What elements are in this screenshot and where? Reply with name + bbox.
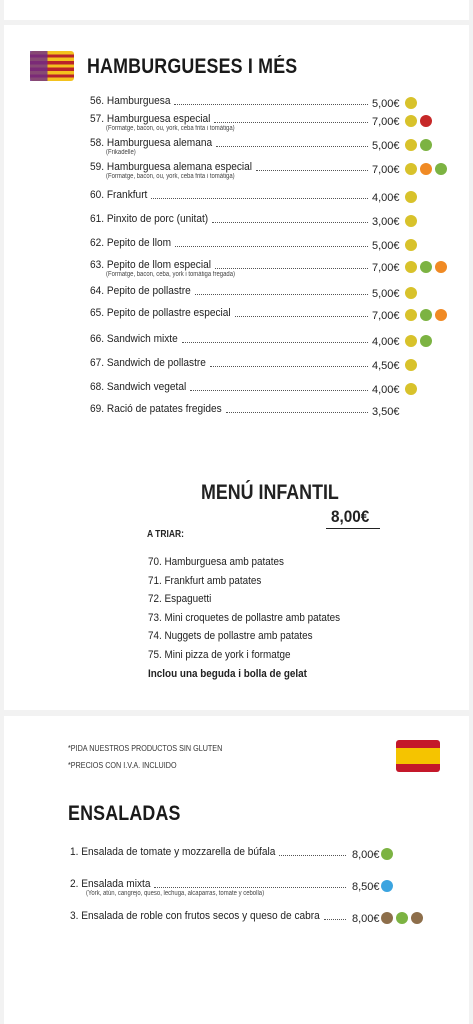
dot-leader [279,855,346,856]
catalan-flag-icon [30,51,74,81]
item-name: 56. Hamburguesa [90,95,171,107]
allergen-icons [405,139,432,151]
menu-item [90,333,430,355]
allergen-icons [405,191,417,203]
item-name: 61. Pinxito de porc (unitat) [90,213,209,225]
item-price: 7,00€ [372,310,400,322]
lactose-icon [396,912,408,924]
lactose-icon [381,848,393,860]
catalan-menu-page [4,25,469,710]
menu-item [90,237,430,259]
item-name: 68. Sandwich vegetal [90,381,187,393]
item-price: 4,00€ [372,336,400,348]
gluten-free-icon [405,97,417,109]
dot-leader [174,104,368,105]
allergen-icons [405,261,447,273]
menu-item [90,213,430,235]
allergen-icons [405,383,417,395]
item-ingredients: (Formatge, bacon, ceba, york i tomàtiga fregada) [106,271,235,278]
lactose-icon [420,261,432,273]
allergen-icons [381,880,393,892]
item-name: 57. Hamburguesa especial [90,113,211,125]
menu-item [90,403,430,425]
menu-item [90,357,430,379]
item-ingredients: (Frikadelle) [106,149,136,156]
gluten-free-icon [405,163,417,175]
item-name: 64. Pepito de pollastre [90,285,191,297]
gluten-free-icon [405,359,417,371]
menu-item [70,878,430,900]
menu-item [90,161,430,183]
menu-item [90,285,430,307]
mustard-icon [435,261,447,273]
nuts-icon [381,912,393,924]
item-price: 8,50€ [352,881,380,893]
menu-infantil-option: 70. Hamburguesa amb patates [148,556,284,568]
item-name: 62. Pepito de llom [90,237,172,249]
item-name: 60. Frankfurt [90,189,148,201]
item-price: 8,00€ [352,849,380,861]
item-price: 5,00€ [372,240,400,252]
allergen-icons [405,239,417,251]
note-gluten: *PIDA NUESTROS PRODUCTOS SIN GLUTEN [68,744,223,753]
dot-leader [214,122,368,123]
item-price: 4,00€ [372,384,400,396]
dot-leader [226,412,368,413]
gluten-free-icon [405,115,417,127]
gluten-free-icon [405,139,417,151]
item-name: 58. Hamburguesa alemana [90,137,213,149]
gluten-free-icon [405,239,417,251]
price-underline [326,528,380,529]
allergen-icons [405,287,417,299]
dot-leader [324,919,346,920]
item-ingredients: (York, atún, cangrejo, queso, lechuga, alcaparras, tomate y cebolla) [86,890,265,897]
choose-label: A TRIAR: [147,529,184,540]
item-ingredients: (Formatge, bacon, ou, york, ceba frita i tomàtiga) [106,173,235,180]
menu-infantil-option: 74. Nuggets de pollastre amb patates [148,630,313,643]
dot-leader [151,198,368,199]
menu-item [70,846,430,868]
menu-infantil-option: 72. Espaguetti [148,593,212,606]
allergen-icons [381,848,393,860]
allergen-icons [405,335,432,347]
gluten-free-icon [405,215,417,227]
item-price: 5,00€ [372,140,400,152]
menu-item [90,259,430,281]
item-price: 4,50€ [372,360,400,372]
item-name: 1. Ensalada de tomate y mozzarella de búfala [70,846,276,858]
item-name: 63. Pepito de llom especial [90,259,211,271]
section-title-ensaladas: ENSALADAS [68,802,181,825]
allergen-icons [405,115,432,127]
allergen-icons [405,163,447,175]
gluten-free-icon [405,309,417,321]
lactose-icon [435,163,447,175]
spanish-flag-icon [396,740,440,772]
dot-leader [235,316,368,317]
dot-leader [190,390,368,391]
item-price: 3,00€ [372,216,400,228]
gluten-free-icon [405,261,417,273]
item-name: 59. Hamburguesa alemana especial [90,161,253,173]
item-price: 7,00€ [372,262,400,274]
menu-item [90,113,430,135]
item-price: 4,00€ [372,192,400,204]
mustard-icon [435,309,447,321]
dot-leader [215,268,368,269]
allergen-icons [405,359,417,371]
previous-page-card [4,0,469,20]
allergen-icons [405,97,417,109]
menu-infantil-option: 71. Frankfurt amb patates [148,574,262,587]
menu-infantil-price: 8,00€ [331,507,370,526]
menu-item [90,381,430,403]
lactose-icon [420,309,432,321]
section-title-hamburgueses: HAMBURGUESES I MÉS [87,55,298,78]
dot-leader [210,366,368,367]
gluten-free-icon [405,383,417,395]
allergen-icons [381,912,423,924]
lactose-icon [420,139,432,151]
dot-leader [175,246,368,247]
item-price: 3,50€ [372,406,400,418]
dot-leader [182,342,368,343]
item-price: 8,00€ [352,913,380,925]
item-price: 5,00€ [372,288,400,300]
menu-item [90,137,430,159]
menu-item [90,189,430,211]
menu-infantil-option: 75. Mini pizza de york i formatge [148,649,291,661]
dot-leader [195,294,368,295]
mustard-icon [420,163,432,175]
allergen-icons [405,309,447,321]
item-price: 7,00€ [372,116,400,128]
dot-leader [216,146,368,147]
gluten-free-icon [405,287,417,299]
item-price: 7,00€ [372,164,400,176]
gluten-free-icon [405,191,417,203]
note-iva: *PRECIOS CON I.V.A. INCLUIDO [68,761,177,770]
item-price: 5,00€ [372,98,400,110]
menu-infantil-option: 73. Mini croquetes de pollastre amb patates [148,611,341,624]
item-name: 67. Sandwich de pollastre [90,357,206,369]
item-name: 66. Sandwich mixte [90,333,178,345]
dot-leader [212,222,368,223]
menu-item [70,910,430,932]
spanish-menu-page [4,716,469,1024]
item-ingredients: (Formatge, bacon, ou, york, ceba frita i tomàtiga) [106,125,235,132]
nuts-icon [411,912,423,924]
menu-item [90,307,430,329]
item-name: 69. Ració de patates fregides [90,403,222,415]
gluten-free-icon [405,335,417,347]
item-name: 2. Ensalada mixta [70,878,151,890]
allergen-icons [405,215,417,227]
menu-infantil-note: Inclou una beguda i bolla de gelat [148,667,307,680]
egg-icon [420,115,432,127]
item-name: 3. Ensalada de roble con frutos secos y queso de cabra [70,910,320,922]
fish-icon [381,880,393,892]
dot-leader [256,170,368,171]
menu-infantil-title: MENÚ INFANTIL [201,481,339,504]
lactose-icon [420,335,432,347]
dot-leader [154,887,346,888]
item-name: 65. Pepito de pollastre especial [90,307,231,319]
